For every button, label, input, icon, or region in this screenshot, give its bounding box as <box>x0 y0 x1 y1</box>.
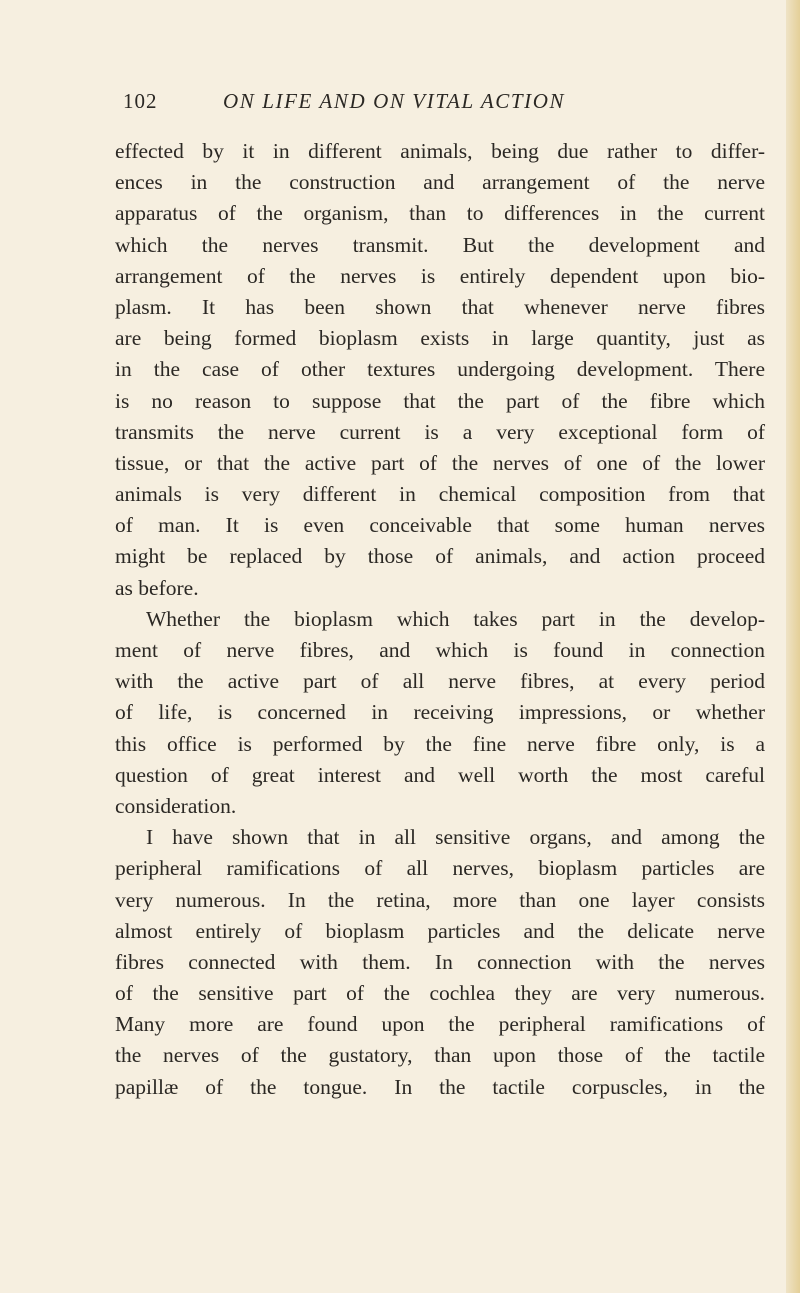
text-line: might be replaced by those of animals, and action proceed <box>115 544 765 569</box>
text-line: of life, is concerned in receiving impressions, or whether <box>115 700 765 725</box>
text-line: in the case of other textures undergoing development. There <box>115 357 765 382</box>
text-line: the nerves of the gustatory, than upon those of the tactile <box>115 1043 765 1068</box>
text-line: transmits the nerve current is a very exceptional form of <box>115 419 765 444</box>
text-line: ences in the construction and arrangement of the nerve <box>115 170 765 195</box>
text-line: very numerous. In the retina, more than one layer consists <box>115 887 765 912</box>
running-title: ON LIFE AND ON VITAL ACTION <box>223 89 566 113</box>
text-line: as before. <box>115 575 199 600</box>
page-number: 102 <box>123 89 158 113</box>
text-line: with the active part of all nerve fibres, at every period <box>115 669 765 694</box>
text-line: almost entirely of bioplasm particles and the delicate nerve <box>115 918 765 943</box>
text-line: arrangement of the nerves is entirely dependent upon bio- <box>115 263 765 288</box>
paragraph-start: Whether the bioplasm which takes part in the develop- <box>146 606 765 631</box>
text-line: apparatus of the organism, than to differences in the current <box>115 201 765 226</box>
text-line: fibres connected with them. In connection with the nerves <box>115 949 765 974</box>
text-line: plasm. It has been shown that whenever nerve fibres <box>115 294 765 319</box>
text-line: are being formed bioplasm exists in large quantity, just as <box>115 326 765 351</box>
text-line: of man. It is even conceivable that some human nerves <box>115 513 765 538</box>
page-edge <box>786 0 800 1293</box>
text-line: which the nerves transmit. But the development and <box>115 232 765 257</box>
running-head <box>123 86 763 116</box>
text-line: papillæ of the tongue. In the tactile corpuscles, in the <box>115 1074 765 1099</box>
text-line: ment of nerve fibres, and which is found in connection <box>115 638 765 662</box>
body-text <box>115 136 765 1103</box>
paragraph-start: I have shown that in all sensitive organs, and among the <box>146 825 765 850</box>
text-line: question of great interest and well worth the most careful <box>115 762 765 787</box>
text-line: of the sensitive part of the cochlea they are very numerous. <box>115 981 765 1006</box>
text-line: peripheral ramifications of all nerves, bioplasm particles are <box>115 856 765 881</box>
text-line: Many more are found upon the peripheral ramifications of <box>115 1012 765 1037</box>
text-line: consideration. <box>115 793 237 818</box>
text-line: animals is very different in chemical composition from that <box>115 482 765 507</box>
text-line: this office is performed by the fine nerve fibre only, is a <box>115 731 765 756</box>
text-line: is no reason to suppose that the part of the fibre which <box>115 388 765 413</box>
text-line: tissue, or that the active part of the nerves of one of the lower <box>115 450 765 475</box>
text-line: effected by it in different animals, being due rather to differ- <box>115 139 765 163</box>
